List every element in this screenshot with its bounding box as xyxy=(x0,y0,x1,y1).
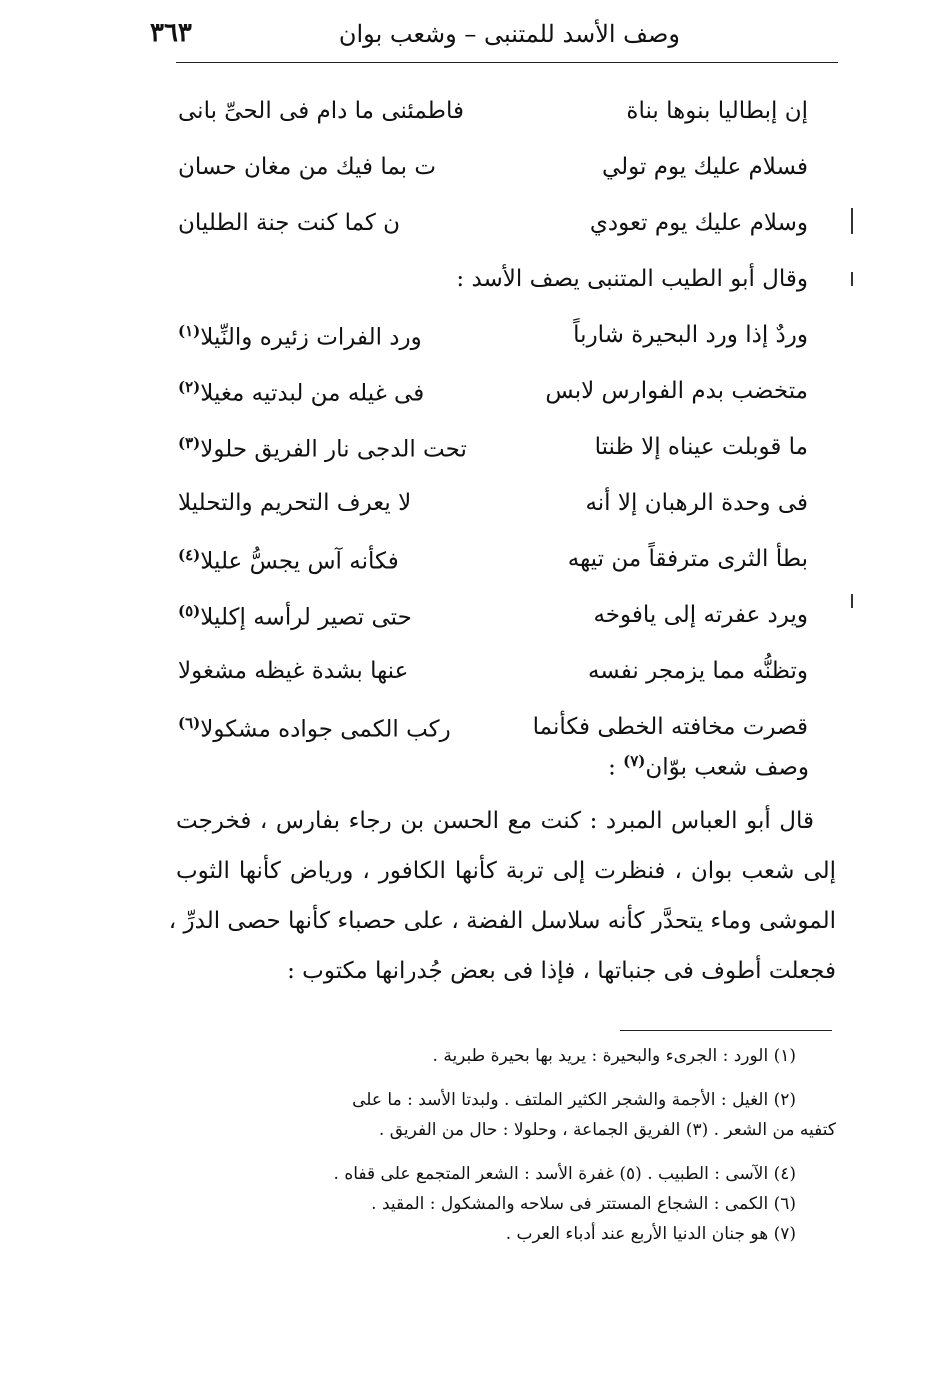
header-rule xyxy=(176,62,838,63)
verse-line xyxy=(178,538,808,594)
verse-line xyxy=(178,370,808,426)
verse-first-hemistich: وردٌ إذا ورد البحيرة شارباً xyxy=(573,322,808,348)
verse-second-hemistich xyxy=(178,714,451,743)
paragraph-line: فجعلت أطوف فى جنباتها ، فإذا فى بعض جُدرانها مكتوب : xyxy=(287,958,836,984)
hemistich-text: حتى تصير لرأسه إكليلا xyxy=(200,604,412,631)
verse-first-hemistich: متخضب بدم الفوارس لابس xyxy=(545,378,808,404)
heading-tail: : xyxy=(608,754,624,781)
verse-second-hemistich xyxy=(178,322,422,351)
page-header xyxy=(150,14,840,54)
verse-second-hemistich xyxy=(178,602,412,631)
verse-second-hemistich xyxy=(178,546,399,575)
footnote-marker: (٧) xyxy=(623,752,646,770)
hemistich-text: فكأنه آس يجسُّ عليلا xyxy=(200,548,399,575)
verse-second-hemistich xyxy=(178,490,411,516)
verse-second-hemistich: ن كما كنت جنة الطليان xyxy=(178,210,401,236)
verse-line xyxy=(178,650,808,706)
footnote-gap xyxy=(176,1076,836,1090)
hemistich-text: ورد الفرات زئيره والنِّيلا xyxy=(200,324,422,351)
footnotes xyxy=(176,1046,836,1254)
margin-mark xyxy=(851,208,853,234)
verse-line xyxy=(178,482,808,538)
verse-second-hemistich xyxy=(178,658,408,684)
verse-first-hemistich: ما قوبلت عيناه إلا ظنتا xyxy=(594,434,808,460)
footnote-marker: (٦) xyxy=(178,714,201,732)
footnote: كتفيه من الشعر . (٣) الفريق الجماعة ، وحلولا : حال من الفريق . xyxy=(378,1120,836,1140)
footnote: (٧) هو جنان الدنيا الأربع عند أدباء العرب . xyxy=(505,1224,796,1244)
hemistich-text: عنها بشدة غيظه مشغولا xyxy=(178,658,409,684)
verse-line xyxy=(178,146,808,202)
verse-line xyxy=(178,202,808,258)
verse-line xyxy=(178,314,808,370)
footnote-rule xyxy=(620,1030,832,1031)
intro-line-row xyxy=(178,258,808,314)
hemistich-text: تحت الدجى نار الفريق حلولا xyxy=(200,436,467,463)
verse-first-hemistich: وتظنُّه مما يزمجر نفسه xyxy=(587,658,808,684)
verse-first-hemistich: وسلام عليك يوم تعودي xyxy=(589,210,808,236)
section-heading xyxy=(608,752,809,781)
footnote: (٦) الكمى : الشجاع المستتر فى سلاحه والمشكول : المقيد . xyxy=(371,1194,796,1214)
intro-line: وقال أبو الطيب المتنبى يصف الأسد : xyxy=(456,266,808,292)
paragraph-line: قال أبو العباس المبرد : كنت مع الحسن بن رجاء بفارس ، فخرجت xyxy=(176,808,814,834)
verse-second-hemistich: فاطمئنى ما دام فى الحىِّ بانى xyxy=(178,98,464,124)
footnote-marker: (٣) xyxy=(178,434,201,452)
verse-first-hemistich: ويرد عفرته إلى يافوخه xyxy=(593,602,808,628)
hemistich-text: فى غيله من لبدتيه مغيلا xyxy=(200,380,425,407)
running-title: وصف الأسد للمتنبى – وشعب بوان xyxy=(338,20,680,48)
verse-second-hemistich xyxy=(178,434,467,463)
margin-mark xyxy=(851,594,853,608)
paragraph-line: الموشى وماء يتحدَّر كأنه سلاسل الفضة ، على حصباء كأنها حصى الدرِّ ، xyxy=(168,908,836,934)
verse-first-hemistich: فسلام عليك يوم تولي xyxy=(601,154,808,180)
prose-paragraph xyxy=(168,808,836,1008)
footnote: (١) الورد : الجرىء والبحيرة : يريد بها بحيرة طبرية . xyxy=(432,1046,796,1066)
verse-first-hemistich: قصرت مخافته الخطى فكأنما xyxy=(532,714,808,740)
footnote: (٤) الآسى : الطبيب . (٥) غفرة الأسد : الشعر المتجمع على قفاه . xyxy=(333,1164,796,1184)
margin-mark xyxy=(851,272,853,286)
poem-block xyxy=(178,90,808,762)
hemistich-text: ركب الكمى جواده مشكولا xyxy=(200,716,451,743)
heading-text: وصف شعب بوّان xyxy=(645,754,809,781)
footnote-marker: (٥) xyxy=(178,602,201,620)
verse-second-hemistich xyxy=(178,378,424,407)
verse-line xyxy=(178,90,808,146)
footnote-marker: (٢) xyxy=(178,378,201,396)
footnote-marker: (١) xyxy=(178,322,201,340)
page-number: ٣٦٣ xyxy=(150,18,192,48)
footnote-gap xyxy=(176,1150,836,1164)
verse-second-hemistich: ت بما فيك من مغان حسان xyxy=(178,154,437,180)
verse-line xyxy=(178,594,808,650)
verse-first-hemistich: فى وحدة الرهبان إلا أنه xyxy=(585,490,808,516)
verse-first-hemistich: إن إبطاليا بنوها بناة xyxy=(626,98,808,124)
footnote: (٢) الغيل : الأجمة والشجر الكثير الملتف . ولبدتا الأسد : ما على xyxy=(352,1090,796,1110)
paragraph-line: إلى شعب بوان ، فنظرت إلى تربة كأنها الكافور ، ورياض كأنها الثوب xyxy=(176,858,836,884)
hemistich-text: لا يعرف التحريم والتحليلا xyxy=(178,490,412,516)
verse-first-hemistich: بطأ الثرى مترفقاً من تيهه xyxy=(567,546,808,572)
verse-line xyxy=(178,426,808,482)
footnote-marker: (٤) xyxy=(178,546,201,564)
